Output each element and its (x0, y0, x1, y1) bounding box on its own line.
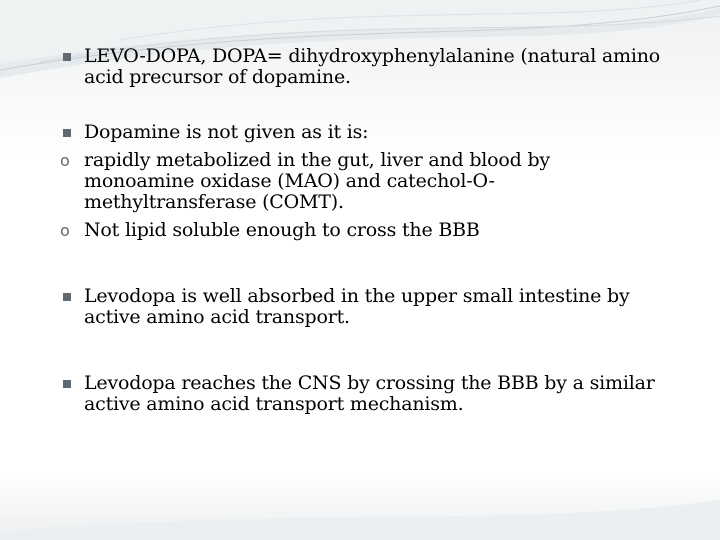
circle-bullet-icon: o (60, 221, 70, 240)
square-bullet-icon (63, 293, 71, 301)
bullet-dopamine-not-given (62, 122, 662, 143)
square-bullet-icon (63, 380, 71, 388)
bullet-absorption (62, 286, 662, 328)
square-bullet-icon (63, 129, 71, 137)
bullet-text: Levodopa reaches the CNS by crossing the BBB by a similar active amino acid transport mechanism. (84, 372, 655, 415)
sub-bullet-rapid-metabolism (62, 150, 662, 213)
bullet-text: LEVO-DOPA, DOPA= dihydroxyphenylalanine (natural amino acid precursor of dopamine. (84, 45, 661, 88)
sub-bullet-lipid-solubility (62, 220, 662, 241)
bullet-text: Dopamine is not given as it is: (84, 121, 369, 143)
bottom-swoosh-band (0, 500, 720, 540)
bullet-list (62, 46, 662, 415)
bullet-text: Not lipid soluble enough to cross the BBB (84, 219, 480, 241)
circle-bullet-icon: o (60, 151, 70, 170)
bullet-text: rapidly metabolized in the gut, liver and blood by monoamine oxidase (MAO) and catechol-O-methyltransferase (COMT). (84, 149, 550, 213)
bullet-levodopa-definition (62, 46, 662, 88)
bullet-text: Levodopa is well absorbed in the upper small intestine by active amino acid transport. (84, 285, 630, 328)
bullet-cns-transport (62, 373, 662, 415)
square-bullet-icon (63, 53, 71, 61)
